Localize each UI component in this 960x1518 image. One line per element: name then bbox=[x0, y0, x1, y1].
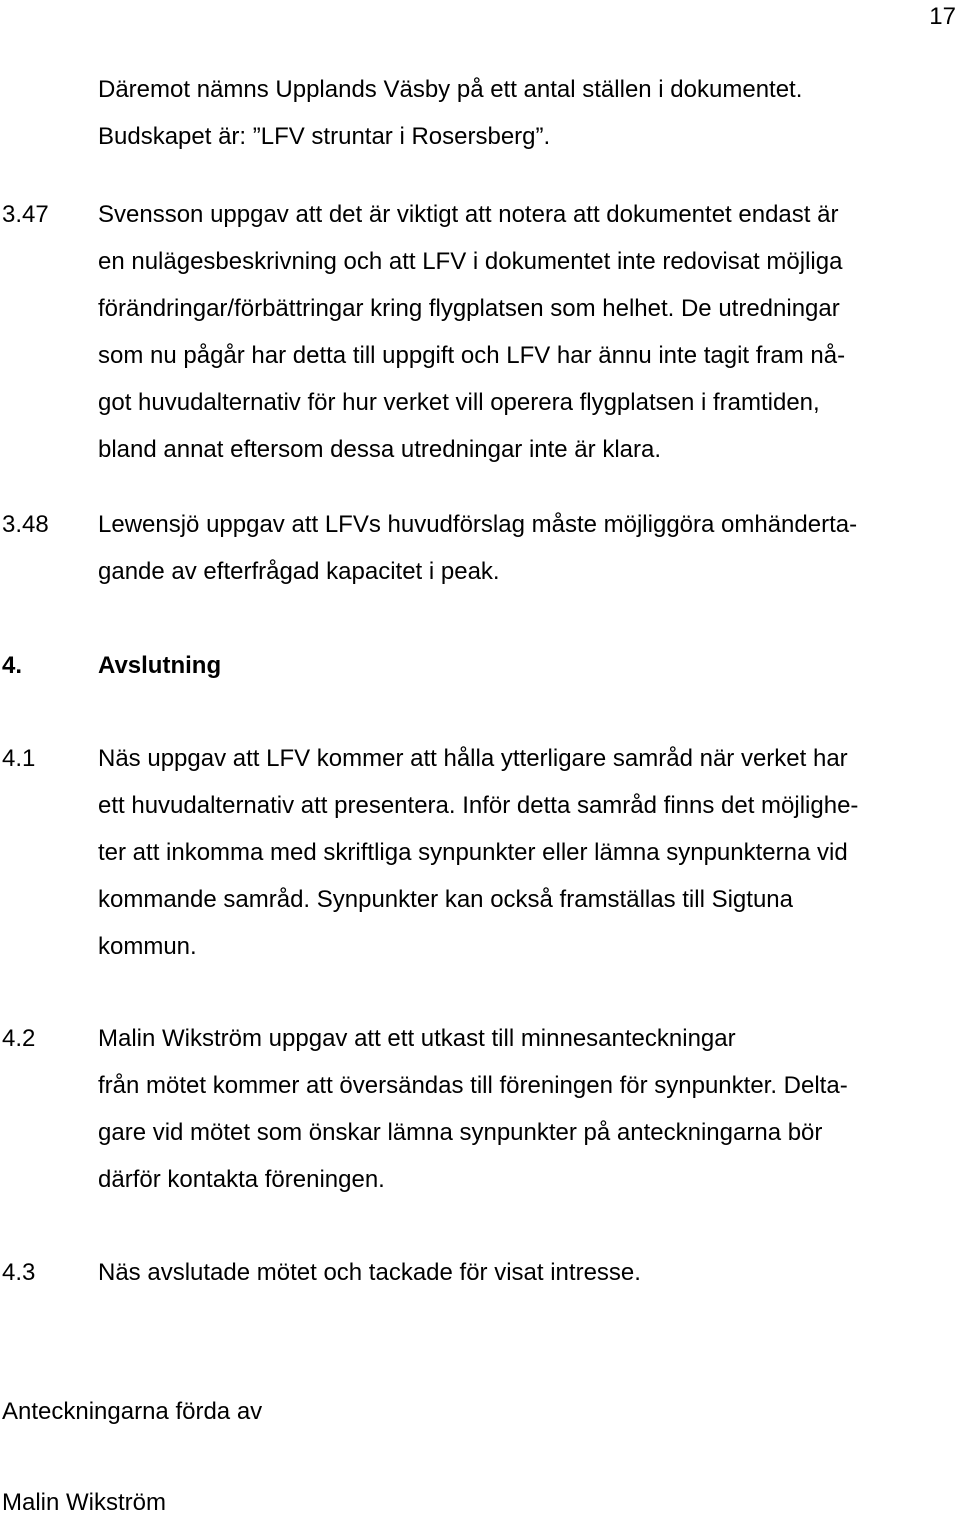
paragraph-text: Näs uppgav att LFV kommer att hålla ytterligare samråd när verket har ett huvudalternativ att presentera. Inför detta samråd finns det möjlighe- ter att inkomma med skriftliga synpunkter eller lämna synpunkterna vid kommande samråd. Synpunkter kan också framställas till Sigtuna kommun. bbox=[98, 745, 859, 960]
section-number: 4. bbox=[2, 652, 23, 679]
section-title: Avslutning bbox=[98, 652, 222, 679]
paragraph-number: 4.2 bbox=[2, 1025, 36, 1052]
paragraph-4-3 bbox=[0, 1249, 960, 1296]
signature-label: Anteckningarna förda av bbox=[2, 1398, 263, 1425]
paragraph-text: Näs avslutade mötet och tackade för visat intresse. bbox=[98, 1259, 641, 1286]
paragraph-3-48 bbox=[0, 501, 960, 595]
section-heading-avslutning bbox=[0, 642, 960, 689]
paragraph-number: 3.47 bbox=[2, 201, 49, 228]
paragraph-4-2 bbox=[0, 1015, 960, 1203]
paragraph-4-1 bbox=[0, 735, 960, 970]
intro-paragraph bbox=[0, 66, 960, 160]
page-number: 17 bbox=[929, 3, 956, 30]
paragraph-3-47 bbox=[0, 191, 960, 473]
paragraph-text: Malin Wikström uppgav att ett utkast till minnesanteckningar från mötet kommer att översändas till föreningen för synpunkter. Delta- gare vid mötet som önskar lämna synpunkter på anteckningarna bör därför kontakta föreningen. bbox=[98, 1025, 848, 1193]
paragraph-text: Lewensjö uppgav att LFVs huvudförslag måste möjliggöra omhänderta- gande av efterfrågad kapacitet i peak. bbox=[98, 511, 858, 585]
paragraph-number: 4.1 bbox=[2, 745, 36, 772]
paragraph-text: Svensson uppgav att det är viktigt att notera att dokumentet endast är en nulägesbeskrivning och att LFV i dokumentet inte redovisat möjliga förändringar/förbättringar kring flygplatsen som helhet. De utredningar som nu pågår har detta till uppgift och LFV har ännu inte tagit fram nå- got huvudalternativ för hur verket vill operera flygplatsen i framtiden, bland annat eftersom dessa utredningar inte är klara. bbox=[98, 201, 846, 463]
intro-text: Däremot nämns Upplands Väsby på ett antal ställen i dokumentet. Budskapet är: ”LFV struntar i Rosersberg”. bbox=[98, 76, 803, 150]
paragraph-number: 3.48 bbox=[2, 511, 49, 538]
paragraph-number: 4.3 bbox=[2, 1259, 36, 1286]
signature-name: Malin Wikström bbox=[2, 1489, 167, 1516]
